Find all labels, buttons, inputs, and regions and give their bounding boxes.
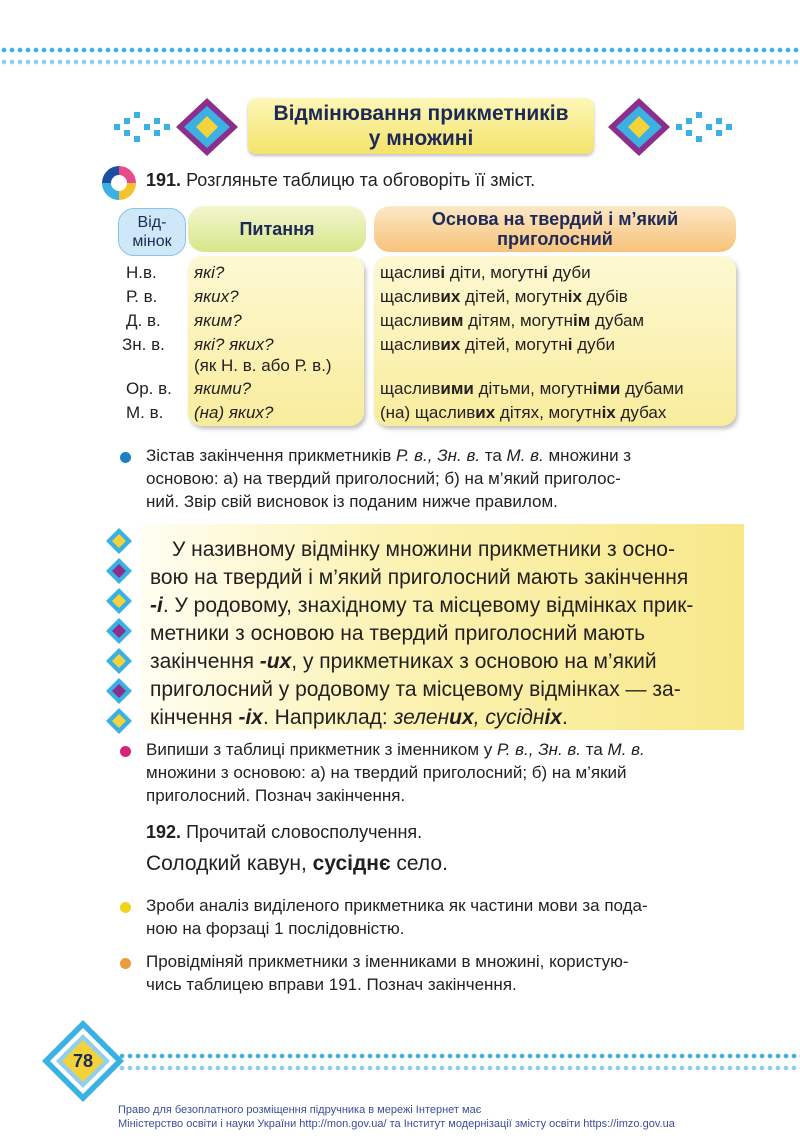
row-4-ending-b: і xyxy=(567,335,573,354)
header-case-1: Від- xyxy=(137,214,167,231)
task-1-line3: ний. Звір свій висновок із поданим нижче правилом. xyxy=(146,492,558,511)
section-title-line1: Відмінювання прикметників xyxy=(273,102,569,125)
task-1-l1a: Зістав закінчення прикметників xyxy=(146,446,397,465)
row-6-case: М. в. xyxy=(126,403,164,422)
footer-line-1: Право для безоплатного розміщення підручника в мережі Інтернет має xyxy=(118,1104,482,1116)
row-6-stem-a: (на) щаслив xyxy=(380,403,476,422)
row-4-tail: дуби xyxy=(572,335,616,354)
rule-line-3: . У родовому, знахідному та місцевому відмінках прик- xyxy=(162,594,694,617)
row-4-question: які? яких? xyxy=(194,335,274,354)
task-2-l1i2: М. в. xyxy=(607,740,645,759)
footer-line-2: Міністерство освіти і науки України http://mon.gov.ua/ та Інститут модернізації змісту освіти https://imzo.gov.ua xyxy=(118,1118,675,1130)
top-border-dots xyxy=(0,46,800,54)
row-6-question: (на) яких? xyxy=(194,403,274,422)
header-question xyxy=(188,206,366,252)
section-title xyxy=(248,98,594,154)
top-border-dots-2 xyxy=(0,58,800,66)
row-6-tail: дубах xyxy=(615,403,667,422)
task-3 xyxy=(146,894,738,940)
task-1-l1b: та xyxy=(480,446,507,465)
rule-example-2-ending: іх xyxy=(544,706,562,729)
rule-ending-ikh: -іх xyxy=(238,706,263,729)
row-3-case: Д. в. xyxy=(126,311,161,330)
task-3-line2: ною на форзаці 1 послідовністю. xyxy=(146,919,405,938)
exercise-192-text: Прочитай словосполучення. xyxy=(186,822,423,842)
phrase-highlighted-adjective: сусіднє xyxy=(312,852,391,875)
row-5-example xyxy=(380,378,684,400)
row-4-case: Зн. в. xyxy=(122,335,165,354)
side-embroidery-ornament xyxy=(104,524,134,734)
header-case-2: мінок xyxy=(132,233,172,250)
row-1-ending-b: і xyxy=(543,263,549,282)
task-2-line3: приголосний. Познач закінчення. xyxy=(146,786,406,805)
task-bullet-pink xyxy=(120,746,131,757)
rule-line-4: метники з основою на твердий приголосний мають xyxy=(150,622,646,645)
row-4-stem-b: дітей, могутн xyxy=(460,335,568,354)
left-embroidery-ornament xyxy=(110,96,240,158)
task-bullet-orange xyxy=(120,958,131,969)
rule-example-1-stem: зелен xyxy=(393,706,450,729)
task-2-line2: множини з основою: а) на твердий приголосний; б) на м’який xyxy=(146,763,627,782)
exercise-191 xyxy=(146,170,535,191)
rule-line-2: вою на твердий і м’який приголосний мають закінчення xyxy=(150,566,689,589)
exercise-191-number: 191. xyxy=(146,170,182,190)
row-1-question: які? xyxy=(194,263,225,282)
row-4-question-note: (як Н. в. або Р. в.) xyxy=(194,356,332,375)
row-3-tail: дубам xyxy=(590,311,645,330)
row-2-example xyxy=(380,286,628,308)
exercise-192-number: 192. xyxy=(146,822,182,842)
row-4-example xyxy=(380,334,615,356)
rule-line-6: приголосний у родовому та місцевому відмінках — за- xyxy=(150,678,681,701)
exercise-192-phrase xyxy=(146,852,448,876)
row-6-ending-b: іх xyxy=(601,403,616,422)
task-1-l1c: множини з xyxy=(543,446,632,465)
task-3-line1: Зроби аналіз виділеного прикметника як частини мови за пода- xyxy=(146,896,648,915)
rule-line-1: У називному відмінку множини прикметники з осно- xyxy=(172,538,675,561)
task-4-line2: чись таблицею вправи 191. Познач закінчення. xyxy=(146,975,517,994)
phrase-part-a: Солодкий кавун, xyxy=(146,852,313,875)
phrase-part-c: село. xyxy=(390,852,448,875)
row-3-example xyxy=(380,310,644,332)
task-4 xyxy=(146,950,738,996)
row-5-question: якими? xyxy=(194,379,252,398)
row-2-question: яких? xyxy=(194,287,239,306)
row-2-tail: дубів xyxy=(581,287,628,306)
row-1-stem-a: щаслив xyxy=(380,263,441,282)
rule-line-5c: , у прикметниках з основою на м’який xyxy=(291,650,657,673)
rule-example-2-stem: , сусідн xyxy=(473,706,545,729)
task-2-l1a: Випиши з таблиці прикметник з іменником у xyxy=(146,740,498,759)
task-2 xyxy=(146,738,738,807)
rule-text xyxy=(150,536,736,732)
row-2-case: Р. в. xyxy=(126,287,158,306)
row-1-case: Н.в. xyxy=(126,263,157,282)
task-2-l1i: Р. в., Зн. в. xyxy=(497,740,582,759)
bottom-border-dots-2 xyxy=(110,1064,800,1072)
row-5-stem-b: дітьми, могутн xyxy=(473,379,593,398)
task-bullet-blue xyxy=(120,452,131,463)
section-title-line2: у множині xyxy=(368,127,474,150)
row-4-ending-a: их xyxy=(440,335,461,354)
row-5-ending-b: іми xyxy=(592,379,621,398)
row-5-tail: дубами xyxy=(620,379,684,398)
page-number: 78 xyxy=(72,1050,94,1071)
task-1-line2: основою: а) на твердий приголосний; б) на м’який приголос- xyxy=(146,469,621,488)
header-stem-1: Основа на твердий і м’який xyxy=(431,209,679,229)
row-2-stem-a: щаслив xyxy=(380,287,441,306)
row-6-stem-b: дітях, могутн xyxy=(495,403,602,422)
task-1 xyxy=(146,444,738,513)
row-3-question: яким? xyxy=(194,311,242,330)
discussion-icon xyxy=(100,164,138,202)
rule-line-5a: закінчення xyxy=(150,650,260,673)
row-2-stem-b: дітей, могутн xyxy=(460,287,568,306)
task-4-line1: Провідміняй прикметники з іменниками в множині, користую- xyxy=(146,952,629,971)
bottom-border-dots xyxy=(110,1052,800,1060)
rule-period: . xyxy=(561,706,568,729)
row-2-ending-b: іх xyxy=(567,287,582,306)
row-3-ending-a: им xyxy=(440,311,464,330)
task-2-l1b: та xyxy=(581,740,608,759)
row-1-stem-b: діти, могутн xyxy=(445,263,544,282)
row-5-case: Ор. в. xyxy=(126,379,172,398)
task-1-l1i: Р. в., Зн. в. xyxy=(396,446,481,465)
row-5-ending-a: ими xyxy=(440,379,474,398)
task-bullet-yellow xyxy=(120,902,131,913)
row-3-stem-a: щаслив xyxy=(380,311,441,330)
rule-ending-ykh: -их xyxy=(259,650,292,673)
rule-ending-i: -і xyxy=(150,594,163,617)
right-embroidery-ornament xyxy=(606,96,736,158)
task-1-l1i2: М. в. xyxy=(506,446,544,465)
exercise-192 xyxy=(146,822,422,843)
row-3-stem-b: дітям, могутн xyxy=(463,311,573,330)
row-5-stem-a: щаслив xyxy=(380,379,441,398)
row-1-example xyxy=(380,262,591,284)
row-3-ending-b: ім xyxy=(572,311,591,330)
rule-line-7c: . Наприклад: xyxy=(263,706,394,729)
rule-line-7a: кінчення xyxy=(150,706,239,729)
row-6-ending-a: их xyxy=(475,403,496,422)
rule-example-1-ending: их xyxy=(449,706,474,729)
row-2-ending-a: их xyxy=(440,287,461,306)
row-4-stem-a: щаслив xyxy=(380,335,441,354)
header-stem xyxy=(374,206,736,252)
exercise-191-text: Розгляньте таблицю та обговоріть її зміст. xyxy=(186,170,536,190)
header-stem-2: приголосний xyxy=(497,229,613,249)
row-6-example xyxy=(380,402,666,424)
header-case xyxy=(118,208,186,256)
row-1-ending-a: і xyxy=(440,263,446,282)
header-question-label: Питання xyxy=(239,218,315,239)
row-1-tail: дуби xyxy=(548,263,591,282)
